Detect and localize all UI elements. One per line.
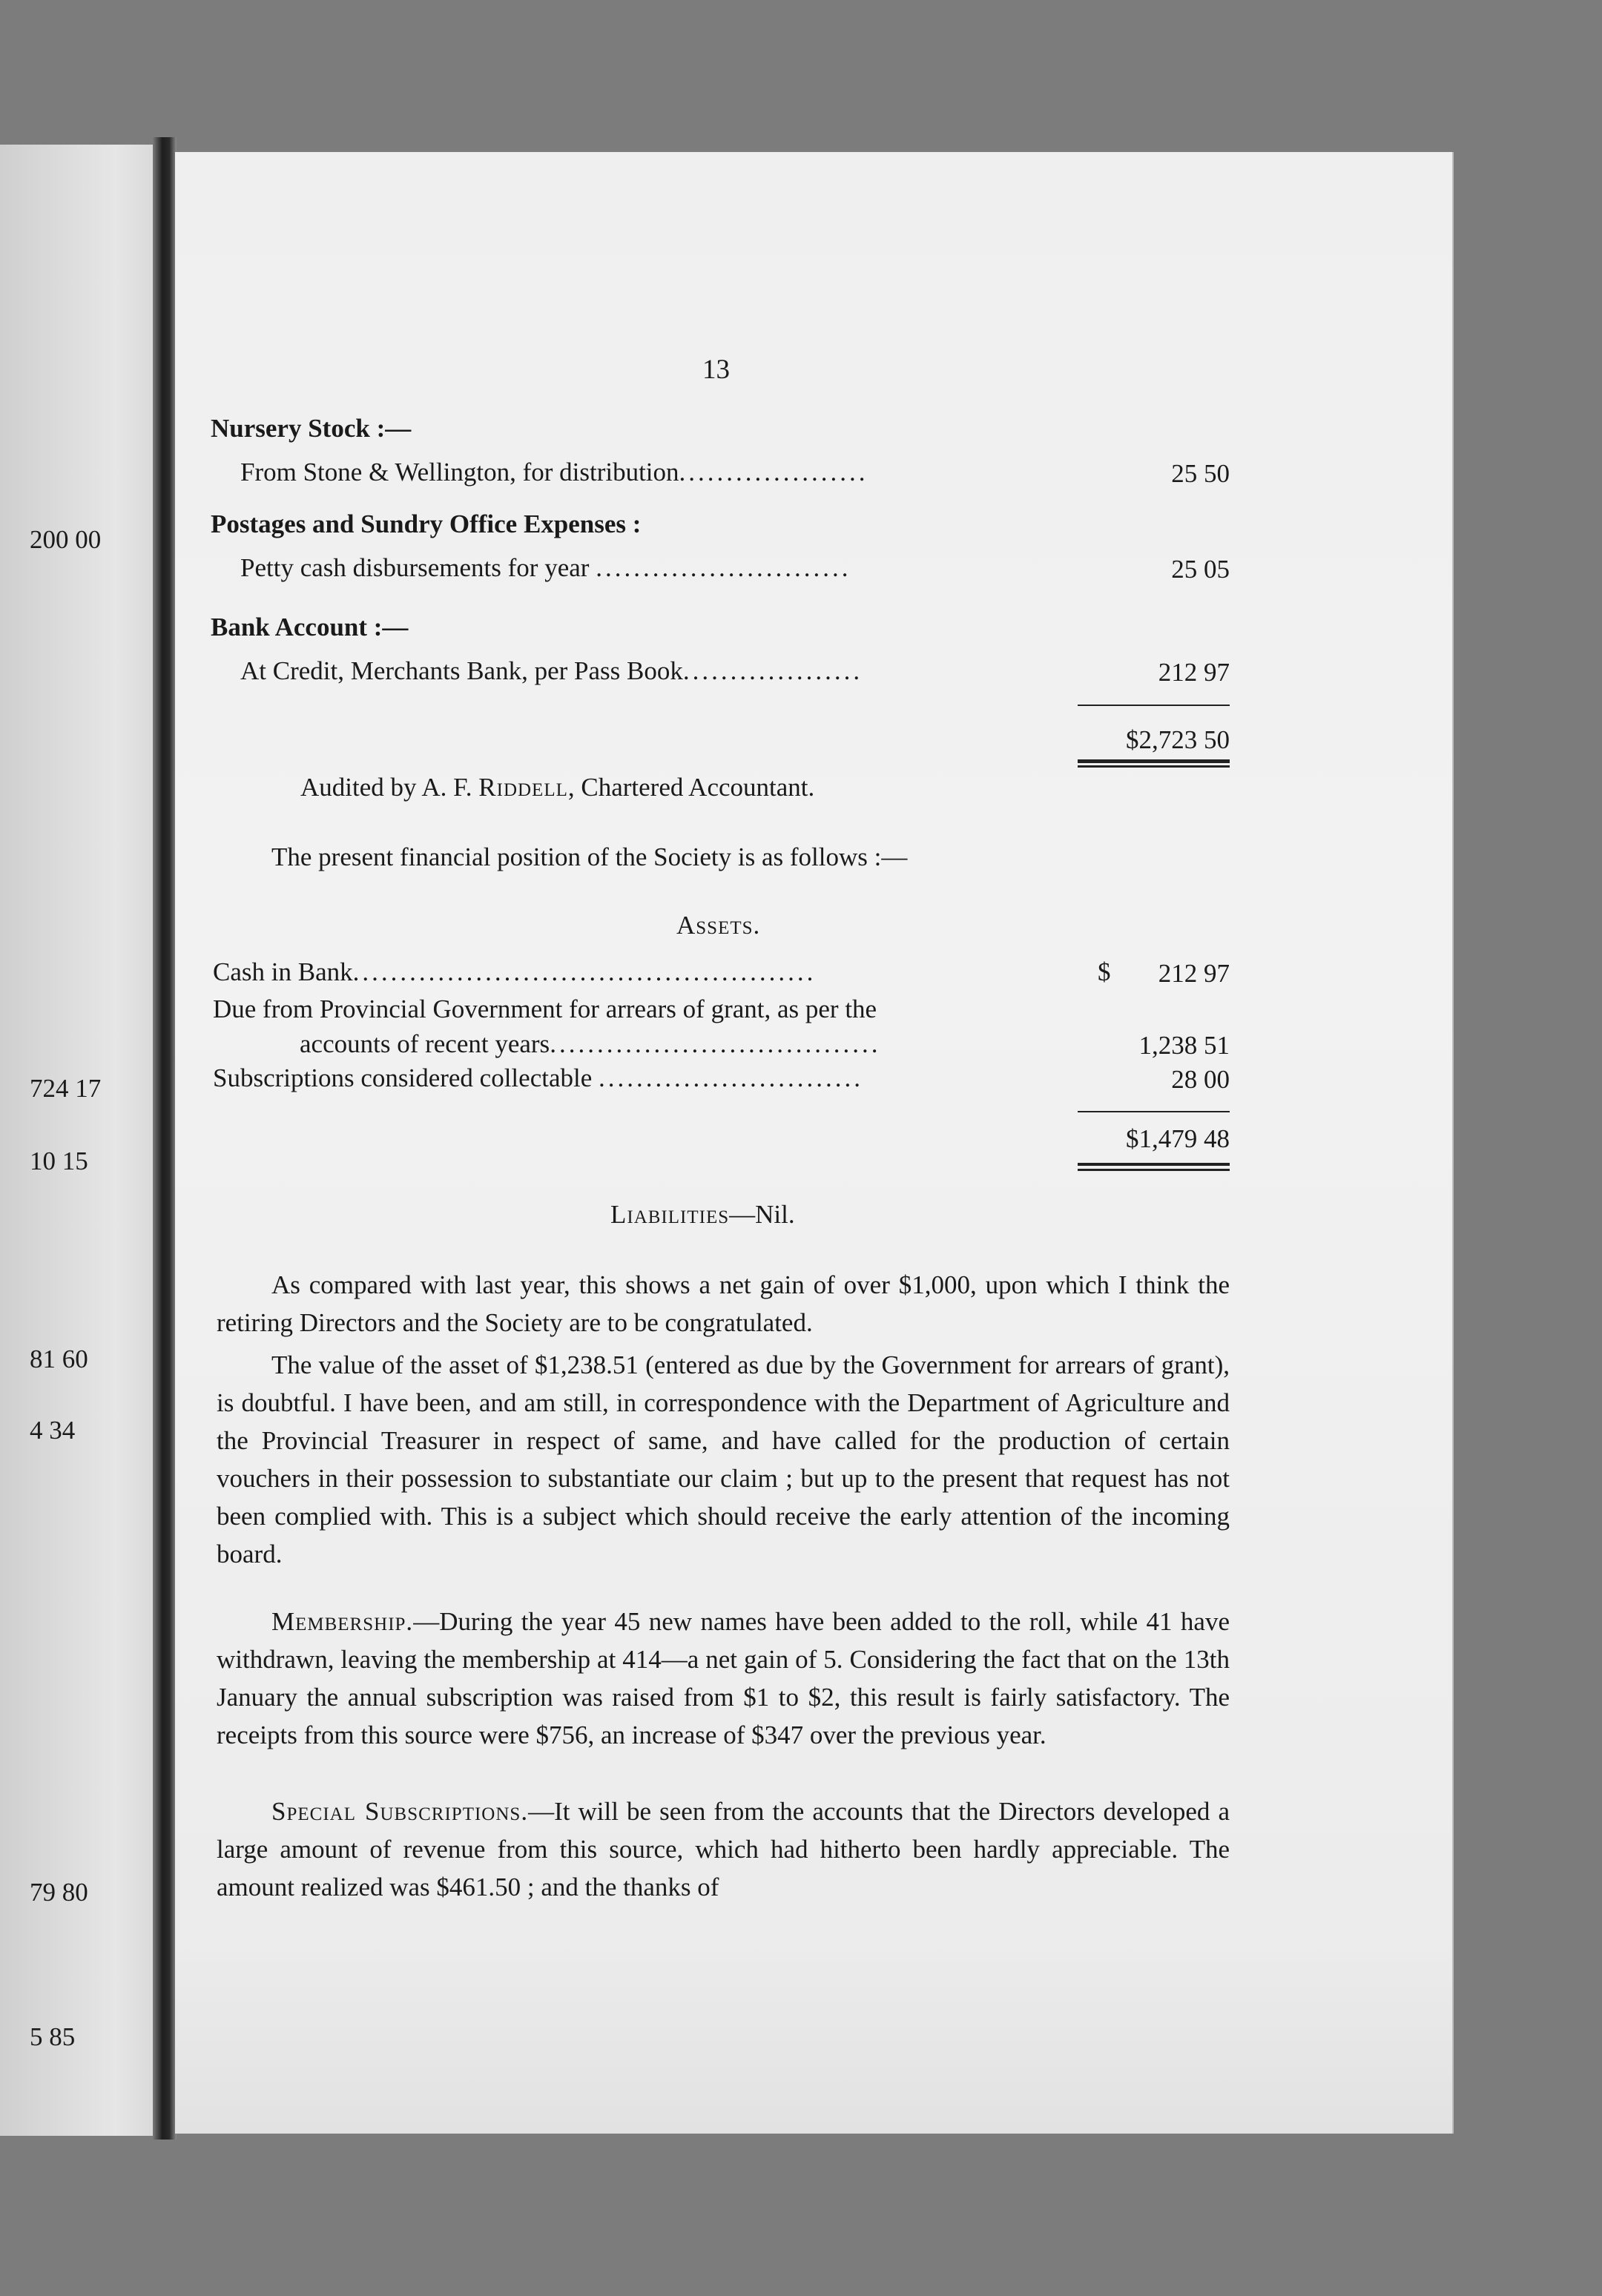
left-page-edge: [0, 145, 165, 2136]
paragraph-special-subscriptions: Special Subscriptions.—It will be seen from the accounts that the Directors developed a large amount of revenue from this source, which had hitherto been hardly appreciable. The amount realized was $461.50 ; and the thanks of: [217, 1797, 1230, 1901]
assets-double-rule-2: [1078, 1169, 1230, 1171]
audited-by: Audited by A. F. Riddell, Chartered Accountant.: [300, 773, 815, 802]
nursery-line: From Stone & Wellington, for distribution....................: [240, 458, 868, 486]
bank-heading: Bank Account :—: [211, 613, 409, 641]
paragraph-net-gain: As compared with last year, this shows a net gain of over $1,000, upon which I think the retiring Directors and the Society are to be congratulated.: [217, 1270, 1230, 1337]
due-line-1: Due from Provincial Government for arrears of grant, as per the: [213, 994, 877, 1023]
nursery-heading: Nursery Stock :—: [211, 414, 412, 443]
liabilities-line: Liabilities—Nil.: [610, 1200, 795, 1229]
assets-heading: Assets.: [676, 911, 761, 940]
margin-number: 200 00: [30, 525, 102, 554]
expenses-total: $2,723 50: [1126, 725, 1230, 754]
cash-amount: 212 97: [1158, 959, 1230, 988]
total-double-rule-2: [1078, 765, 1230, 768]
margin-number: 10 15: [30, 1147, 88, 1175]
sum-rule: [1078, 705, 1230, 706]
paragraph-membership: Membership.—During the year 45 new names have been added to the roll, while 41 have withdrawn, leaving the membership at 414—a net gain of 5. Considering the fact that on the 13th January the annual subscription was raised from $1 to $2, this result is fairly satisfactory. The receipts from this source were $756, an increase of $347 over the previous year.: [217, 1607, 1230, 1749]
total-double-rule: [1078, 759, 1230, 763]
assets-total: $1,479 48: [1126, 1124, 1230, 1153]
margin-number: 4 34: [30, 1416, 76, 1445]
cash-line: Cash in Bank.................................................: [213, 957, 817, 986]
due-line-2: accounts of recent years...................................: [300, 1029, 881, 1058]
postages-heading: Postages and Sundry Office Expenses :: [211, 509, 642, 538]
due-amount: 1,238 51: [1138, 1031, 1230, 1060]
subs-amount: 28 00: [1171, 1065, 1230, 1094]
book-spine: [153, 137, 177, 2140]
margin-number: 5 85: [30, 2022, 76, 2051]
nursery-amount: 25 50: [1171, 459, 1230, 488]
postages-amount: 25 05: [1171, 555, 1230, 584]
financial-intro: The present financial position of the Society is as follows :—: [271, 842, 908, 871]
page-number: 13: [702, 354, 730, 385]
bank-line: At Credit, Merchants Bank, per Pass Book...................: [240, 656, 863, 685]
assets-sum-rule: [1078, 1111, 1230, 1112]
margin-number: 81 60: [30, 1345, 88, 1373]
bank-amount: 212 97: [1158, 658, 1230, 687]
paragraph-asset-value: The value of the asset of $1,238.51 (entered as due by the Government for arrears of grant), is doubtful. I have been, and am still, in correspondence with the Department of Agriculture and the Provincial Treasurer in respect of same, and have called for the production of certain vouchers in their possession to substantiate our claim ; but up to the present that request has not been complied with. This is a subject which should receive the early attention of the incoming board.: [217, 1350, 1230, 1568]
cash-currency: $: [1098, 957, 1111, 986]
postages-line: Petty cash disbursements for year ...........................: [240, 553, 851, 582]
margin-number: 79 80: [30, 1878, 88, 1907]
assets-double-rule: [1078, 1163, 1230, 1166]
subs-line: Subscriptions considered collectable ............................: [213, 1063, 863, 1092]
margin-number: 724 17: [30, 1074, 102, 1103]
